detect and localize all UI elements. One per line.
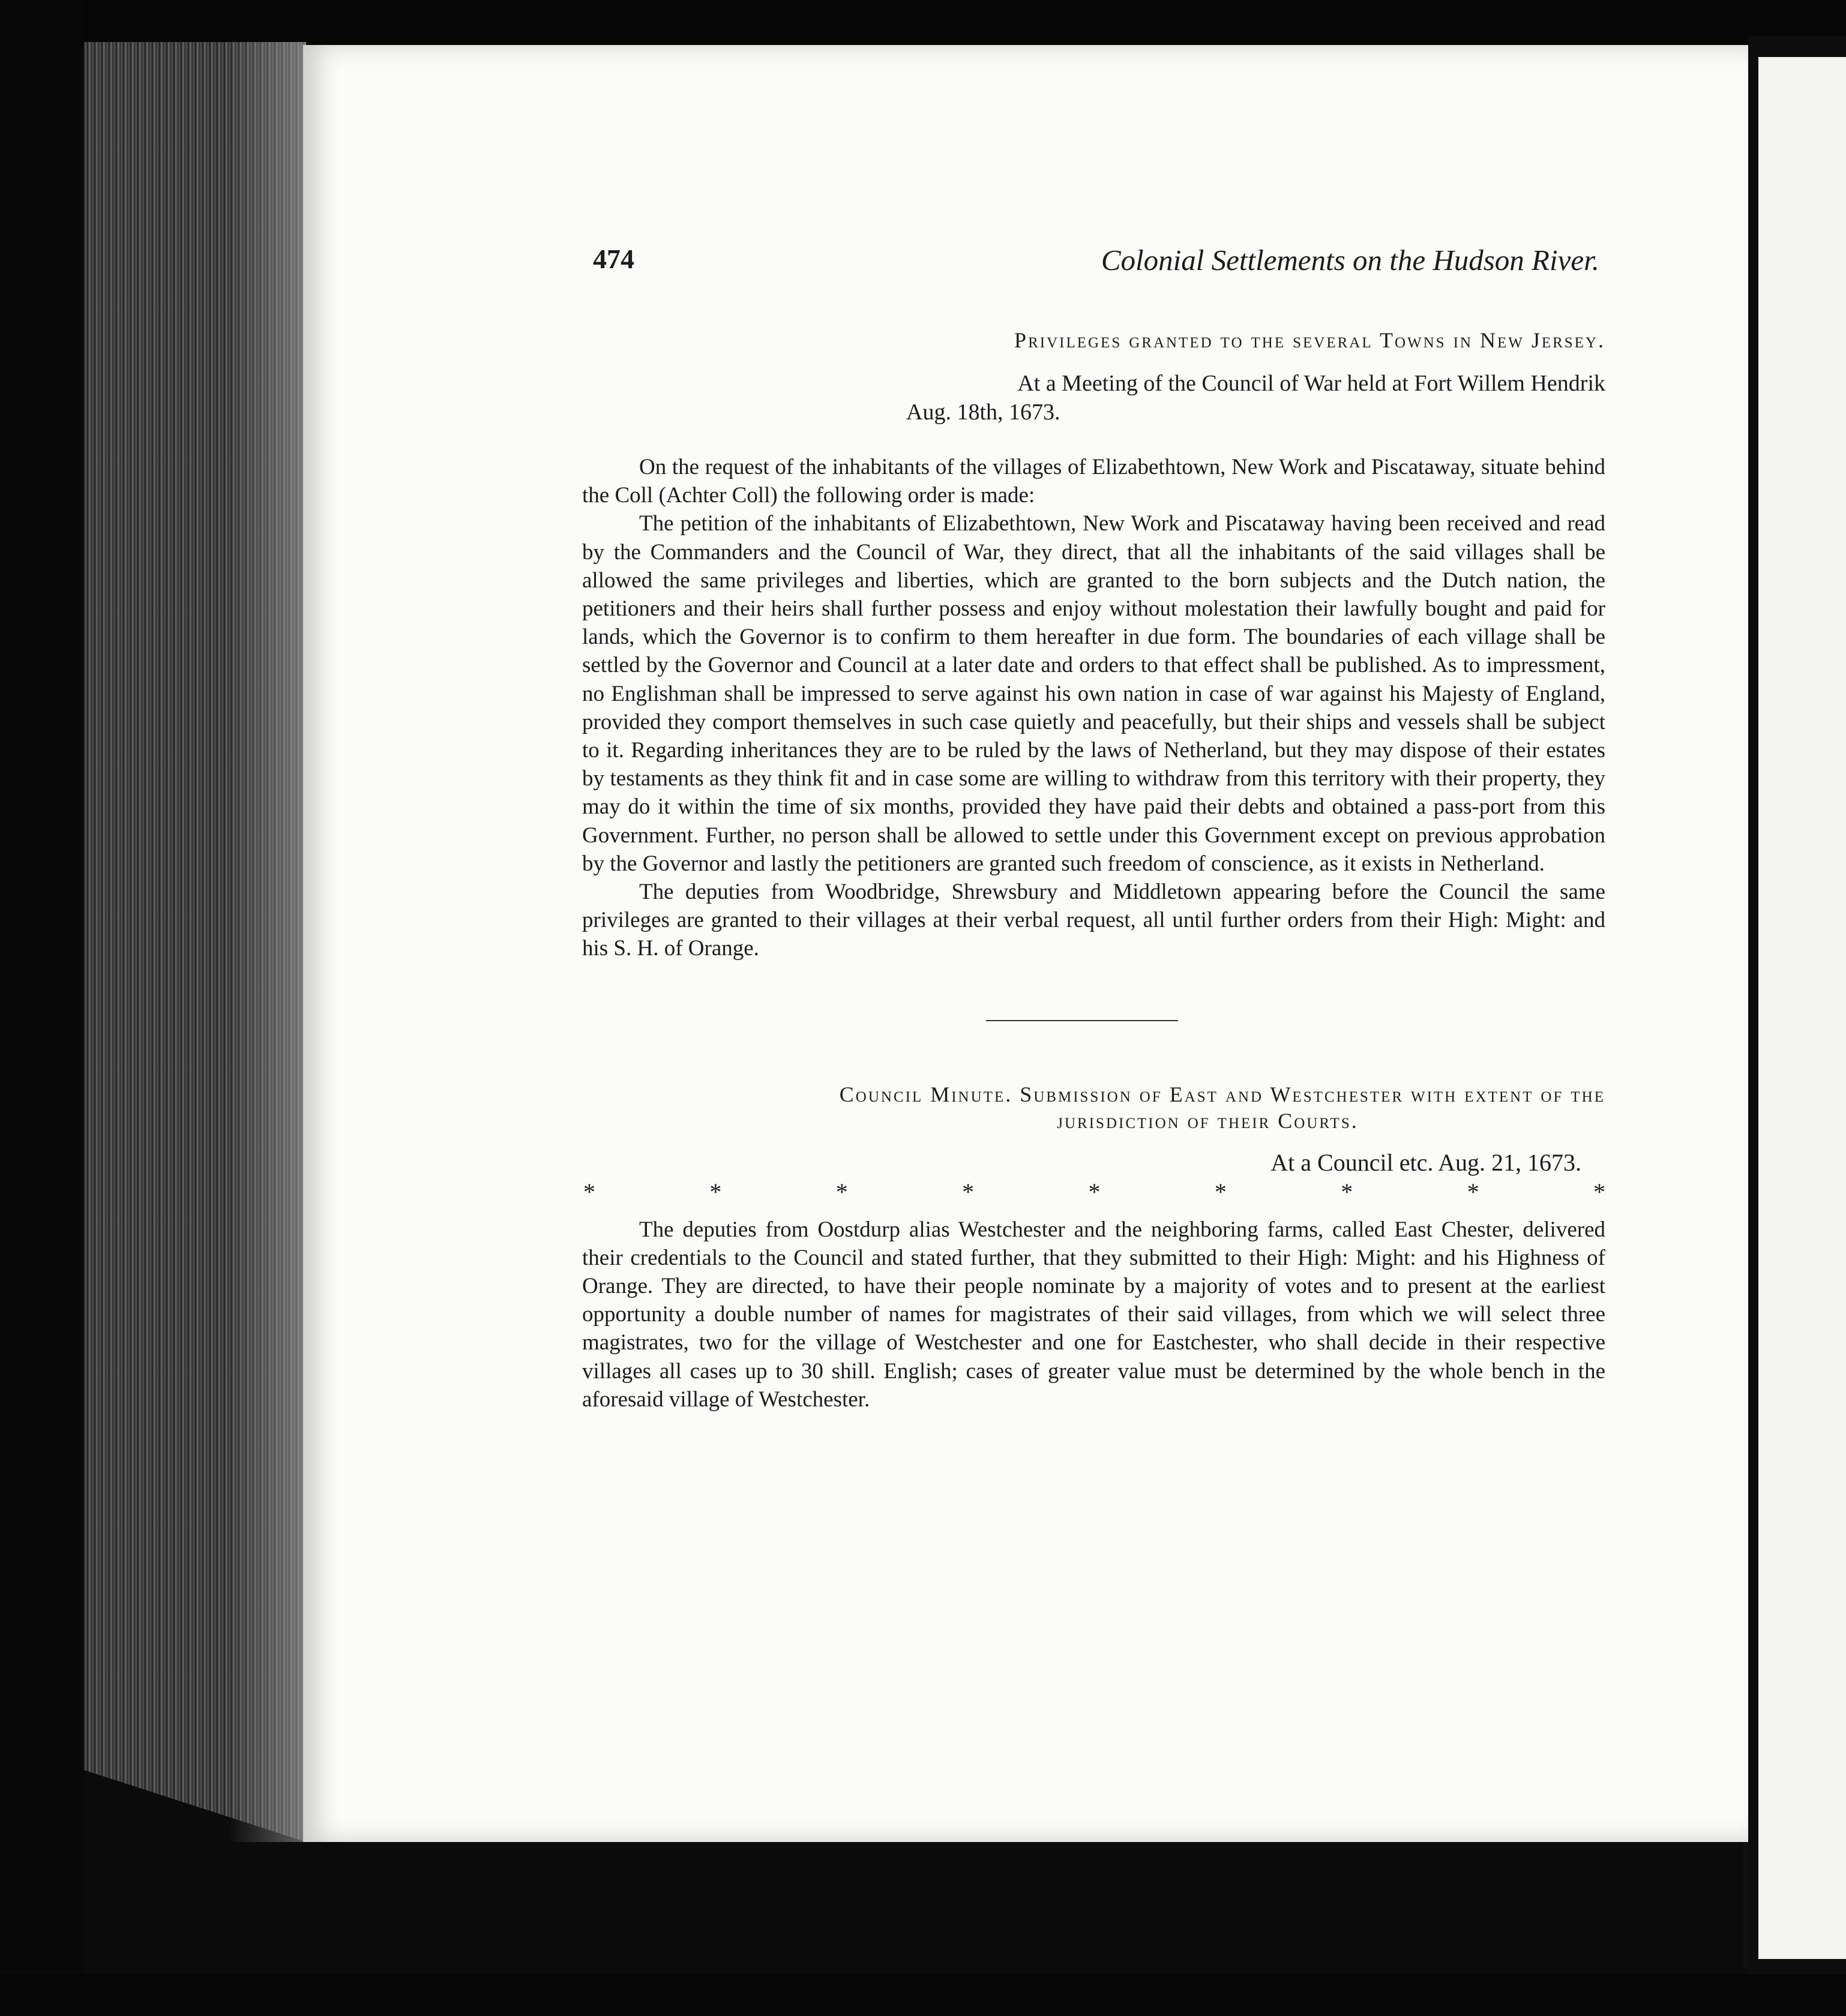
asterisk: * — [1214, 1178, 1227, 1205]
asterisk: * — [835, 1178, 848, 1205]
paragraph: The petition of the inhabitants of Elizabethtown, New Work and Piscataway having been received and read by the Commanders and the Council of War, they direct, that all the inhabitants of the said villages shall be allowed the same privileges and liberties, which are granted to the born subjects and the Dutch nation, the petitioners and their heirs shall further possess and enjoy without molestation their lawfully bought and paid for lands, which the Governor is to confirm to them hereafter in due form. The boundaries of each village shall be settled by the Governor and Council at a later date and orders to that effect shall be published. As to impressment, no Englishman shall be impressed to serve against his own nation in case of war against his Majesty of England, provided they comport themselves in such case quietly and peacefully, but their ships and vessels shall be subject to it. Regarding inheritances they are to be ruled by the laws of Netherland, but they may dispose of their estates by testaments as they think fit and in case some are willing to withdraw from this territory with their property, they may do it within the time of six months, provided they have paid their debts and obtained a pass-port from this Government. Further, no person shall be allowed to settle under this Government except on previous approbation by the Governor and lastly the petitioners are granted such freedom of conscience, as it exists in Netherland. — [582, 511, 1605, 876]
running-title: Colonial Settlements on the Hudson River. — [1101, 244, 1599, 277]
asterisk-row — [582, 1178, 1605, 1205]
facing-page-sliver — [1758, 57, 1846, 1959]
asterisk: * — [709, 1178, 722, 1205]
running-head — [582, 243, 1605, 291]
paragraph: The deputies from Oostdurp alias Westchester and the neighboring farms, called East Chester, delivered their credentials to the Council and stated further, that they submitted to their High: Might: and his Highness of Orange. They are directed, to have their people nominate by a majority of votes and to present at the earliest opportunity a double number of names for magistrates of their said villages, from which we will select three magistrates, two for the village of Westchester and one for Eastchester, who shall decide in their respective villages all cases up to 30 shill. English; cases of greater value must be determined by the whole bench in the aforesaid village of Westchester. — [582, 1217, 1605, 1412]
dateline-line-1: At a Meeting of the Council of War held at Fort Willem Hendrik — [1017, 371, 1605, 396]
section-heading-privileges: Privileges granted to the several Towns in New Jersey. — [1014, 328, 1605, 352]
section-heading-council-minute — [582, 1081, 1605, 1134]
dateline-council-of-war — [582, 369, 1605, 427]
heading-line-2: jurisdiction of their Courts. — [1057, 1108, 1359, 1133]
section-divider — [986, 1020, 1178, 1021]
asterisk: * — [1467, 1178, 1479, 1205]
page-number: 474 — [593, 244, 634, 274]
dateline-council: At a Council etc. Aug. 21, 1673. — [1270, 1148, 1581, 1176]
asterisk: * — [1341, 1178, 1353, 1205]
asterisk: * — [1593, 1178, 1605, 1205]
page-edge-shadow — [228, 42, 306, 1842]
paragraph: On the request of the inhabitants of the villages of Elizabethtown, New Work and Piscataway, situate behind the Coll (Achter Coll) the following order is made: — [582, 455, 1605, 508]
scan-border-left — [0, 0, 84, 2016]
page-text — [582, 243, 1605, 1414]
asterisk: * — [962, 1178, 975, 1205]
dateline-line-2: Aug. 18th, 1673. — [906, 400, 1060, 425]
heading-line-1: Council Minute. Submission of East and Westchester with extent of the — [839, 1082, 1605, 1106]
asterisk: * — [1088, 1178, 1101, 1205]
scan-border-bottom — [0, 1974, 1846, 2016]
asterisk: * — [583, 1178, 595, 1205]
paragraph: The deputies from Woodbridge, Shrewsbury and Middletown appearing before the Council the same privileges are granted to their villages at their verbal request, all until further orders from their High: Might: and his S. H. of Orange. — [582, 880, 1605, 961]
